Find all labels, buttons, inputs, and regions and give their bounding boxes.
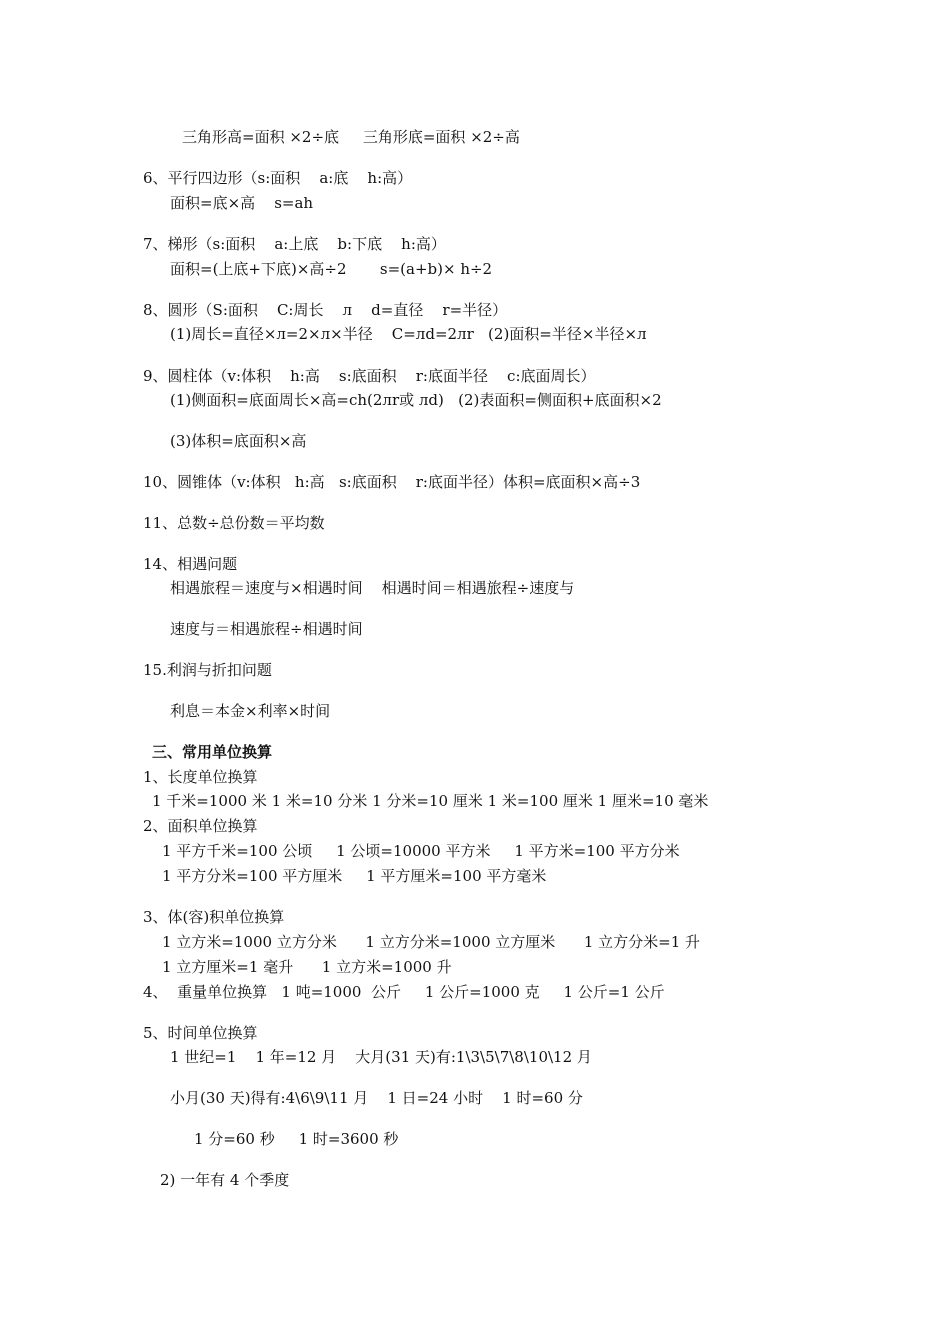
trapezoid-heading: 7、梯形（s:面积 a:上底 b:下底 h:高）	[143, 235, 446, 253]
time-units-line-1: 1 世纪=1 1 年=12 月 大月(31 天)有:1\3\5\7\8\10\12 月	[170, 1048, 592, 1066]
time-units-line-2: 小月(30 天)得有:4\6\9\11 月 1 日=24 小时 1 时=60 分	[170, 1089, 583, 1107]
meeting-problem-formulas: 相遇旅程＝速度与×相遇时间 相遇时间＝相遇旅程÷速度与	[170, 579, 575, 597]
time-units-line-3: 1 分=60 秒 1 时=3600 秒	[194, 1130, 399, 1148]
parallelogram-area-formula: 面积=底×高 s=ah	[170, 194, 314, 212]
cylinder-surface-formulas: (1)侧面积=底面周长×高=ch(2лr或 лd) (2)表面积=侧面积+底面积×2	[170, 391, 662, 409]
time-units-heading: 5、时间单位换算	[143, 1024, 258, 1042]
trapezoid-area-formula: 面积=(上底+下底)×高÷2 s=(a+b)× h÷2	[170, 260, 493, 278]
volume-units-line-2: 1 立方厘米=1 毫升 1 立方米=1000 升	[162, 958, 452, 976]
weight-units-line: 4、 重量单位换算 1 吨=1000 公斤 1 公斤=1000 克 1 公斤=1 公斤	[143, 983, 665, 1001]
meeting-problem-heading: 14、相遇问题	[143, 555, 238, 573]
area-units-line-1: 1 平方千米=100 公顷 1 公顷=10000 平方米 1 平方米=100 平方分米	[162, 842, 680, 860]
cylinder-heading: 9、圆柱体（v:体积 h:高 s:底面积 r:底面半径 c:底面周长）	[143, 367, 596, 385]
area-units-line-2: 1 平方分米=100 平方厘米 1 平方厘米=100 平方毫米	[162, 867, 547, 885]
area-units-heading: 2、面积单位换算	[143, 817, 258, 835]
volume-units-heading: 3、体(容)积单位换算	[143, 908, 285, 926]
interest-formula: 利息＝本金×利率×时间	[170, 702, 331, 720]
triangle-height-base-formulas: 三角形高=面积 ×2÷底 三角形底=面积 ×2÷高	[182, 128, 520, 146]
meeting-speed-formula: 速度与＝相遇旅程÷相遇时间	[170, 620, 363, 638]
length-units-heading: 1、长度单位换算	[143, 768, 258, 786]
length-units-line: 1 千米=1000 米 1 米=10 分米 1 分米=10 厘米 1 米=100 厘米 1 厘米=10 毫米	[152, 792, 709, 810]
section-heading-unit-conversion: 三、常用单位换算	[152, 743, 273, 761]
parallelogram-heading: 6、平行四边形（s:面积 a:底 h:高）	[143, 169, 413, 187]
average-formula: 11、总数÷总份数＝平均数	[143, 514, 325, 532]
volume-units-line-1: 1 立方米=1000 立方分米 1 立方分米=1000 立方厘米 1 立方分米=1 升	[162, 933, 701, 951]
profit-discount-heading: 15.利润与折扣问题	[143, 661, 272, 679]
seasons-line: 2) 一年有 4 个季度	[160, 1171, 290, 1189]
circle-heading: 8、圆形（S:面积 C:周长 л d=直径 r=半径）	[143, 301, 508, 319]
cylinder-volume-formula: (3)体积=底面积×高	[170, 432, 307, 450]
circle-formulas: (1)周长=直径×л=2×л×半径 C=лd=2лr (2)面积=半径×半径×л	[170, 325, 647, 343]
cone-heading-formula: 10、圆锥体（v:体积 h:高 s:底面积 r:底面半径）体积=底面积×高÷3	[143, 473, 641, 491]
